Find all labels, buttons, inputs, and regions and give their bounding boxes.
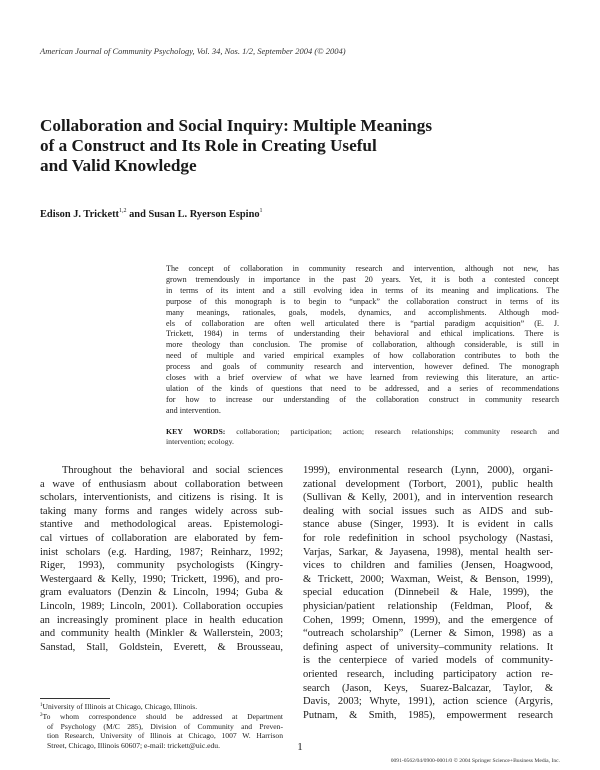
body-line: a wave of enthusiasm about collaboration between: [40, 478, 283, 490]
abstract-line: closes with a brief overview of what we have learned from reviewing this literature, an artic-: [166, 373, 559, 383]
author-name: Edison J. Trickett: [40, 209, 119, 220]
copyright-line: 0091-0562/04/0900-0001/0 © 2004 Springer Science+Business Media, Inc.: [390, 758, 560, 764]
author-list: [40, 208, 263, 220]
abstract-line: The concept of collaboration in community research and intervention, although not new, has: [166, 264, 559, 273]
abstract-line: Trickett, 1984) in terms of understanding their behavioral and ethical implications. There is: [166, 329, 559, 339]
body-line: and community health (Minkler & Wallerstein, 2003;: [40, 628, 283, 640]
keywords-line: [166, 427, 559, 437]
body-line: stance abuse (Singer, 1993). It is evident in calls: [303, 519, 553, 531]
keywords-label: KEY WORDS:: [166, 427, 226, 436]
body-line: cal virtues of collaboration are elaborated by fem-: [40, 532, 283, 544]
footnote-text: To whom correspondence should be addressed at Department: [42, 712, 283, 722]
body-line: Westergaard & Kelly, 1990; Trickett, 1996), and pro-: [40, 573, 283, 585]
body-line: & Trickett, 2000; Waxman, Weist, & Benson, 1999),: [303, 573, 553, 585]
body-line: physician/patient relationship (Feldman, Ploof, &: [303, 600, 553, 612]
abstract-line: more theology than conclusion. The promise of collaboration, although considerable, is still in: [166, 340, 559, 350]
body-line: gram evaluators (Denzin & Lincoln, 1994; Guba &: [40, 587, 283, 599]
footnote-marker: 1: [40, 703, 43, 708]
abstract-line: and intervention.: [166, 405, 221, 415]
abstract: [166, 264, 559, 417]
body-line: vices to children and families (Jensen, Hoagwood,: [303, 560, 553, 572]
abstract-line: need of multiple and varied empirical examples of how collaboration contributes to both the: [166, 351, 559, 361]
abstract-line: process and goals of community research and intervention, however defined. The monograph: [166, 362, 559, 372]
abstract-line: els of collaboration are often well articulated there is “partial paradigm acquisition” (E. J.: [166, 318, 559, 328]
footnote-text: University of Illinois at Chicago, Chicago, Illinois.: [42, 702, 198, 711]
abstract-line: many meanings, rationales, goals, models, dynamics, and accomplishments. Although mod-: [166, 307, 559, 317]
abstract-line: grown tremendously in importance in the past 20 years. Yet, it is both a contested concept: [166, 274, 559, 284]
journal-header: American Journal of Community Psychology, Vol. 34, Nos. 1/2, September 2004 (© 2004): [40, 46, 346, 56]
keywords: [166, 427, 559, 447]
title-line: and Valid Knowledge: [40, 156, 197, 175]
footnote-1: [40, 701, 283, 711]
footnote-divider: [40, 698, 110, 699]
keywords-text: collaboration; participation; action; research relationships; community research and: [225, 427, 559, 436]
body-line: (Sullivan & Kelly, 2001), and in intervention research: [303, 492, 553, 504]
body-line: an increasingly prominent place in health education: [40, 614, 283, 626]
page-number: 1: [297, 741, 303, 753]
body-line: Throughout the behavioral and social sciences: [62, 465, 283, 476]
affiliation-marker: 1,2: [119, 208, 127, 214]
body-line: Cohen, 1999; Omenn, 1999), and the emergence of: [303, 614, 553, 626]
author-conjunction: and: [126, 209, 149, 220]
keywords-line: intervention; ecology.: [166, 437, 234, 446]
body-line: oriented research, including participatory action re-: [303, 668, 553, 680]
footnotes: [40, 701, 283, 750]
footnote-marker: 2: [40, 713, 43, 719]
author-name: Susan L. Ryerson Espino: [148, 209, 260, 220]
footnote-2-line: [40, 711, 283, 721]
body-line: dealing with social issues such as AIDS and sub-: [303, 505, 553, 517]
footnote-2-line: tion Research, University of Illinois at Chicago, 1007 W. Harrison: [47, 731, 283, 741]
abstract-line: ulation of the kinds of questions that need to be addressed, and a series of recommendations: [166, 383, 559, 393]
body-line: special education (Dinnebeil & Hale, 1999), the: [303, 587, 553, 599]
body-column-left: [40, 464, 283, 654]
footnote-2-line: of Psychology (M/C 285), Division of Community and Preven-: [47, 721, 283, 731]
body-line: Putnam, & Smith, 1985), empowerment research: [303, 709, 553, 721]
abstract-line: for how to increase our understanding of the collaboration construct in community research: [166, 394, 559, 404]
body-line: defining aspect of university–community relations. It: [303, 641, 553, 653]
body-line: Lincoln, 1989; Lincoln, 2001). Collaboration occupies: [40, 600, 283, 612]
title-line: Collaboration and Social Inquiry: Multiple Meanings: [40, 116, 433, 135]
title-line: of a Construct and Its Role in Creating Useful: [40, 136, 377, 155]
body-line: for role redefinition in school psychology (Nastasi,: [303, 532, 553, 544]
body-line: zational development (Torbort, 2001), public health: [303, 478, 553, 490]
body-line: taking many forms and ranges widely across sub-: [40, 505, 283, 517]
abstract-line: in terms of its intent and a still evolving idea in terms of its meaning and implications. The: [166, 285, 559, 295]
body-line: inist scholars (e.g. Harding, 1987; Reinharz, 1992;: [40, 546, 283, 558]
body-line: scholars, interventionists, and citizens is rising. It is: [40, 492, 283, 504]
body-line: Riger, 1993), community psychologists (Kingry-: [40, 560, 283, 572]
body-line: 1999), environmental research (Lynn, 2000), organi-: [303, 465, 553, 476]
abstract-line: purpose of this monograph is to begin to “unpack” the collaboration construct in terms of its: [166, 296, 559, 306]
body-line: Davis, 2003; Whyte, 1991), action science (Argyris,: [303, 696, 553, 708]
footnote-2-line: Street, Chicago, Illinois 60607; e-mail: trickett@uic.edu.: [47, 740, 220, 750]
body-line: “outreach scholarship” (Lerner & Simon, 1998) as a: [303, 628, 553, 640]
body-line: search (Jason, Keys, Suarez-Balcazar, Taylor, &: [303, 682, 553, 694]
body-line: Sanstad, Stall, Goldstein, Everett, & Brousseau,: [40, 641, 283, 653]
body-line: is the centerpiece of varied models of community-: [303, 655, 553, 667]
body-line: stantive and methodological areas. Epistemologi-: [40, 519, 283, 531]
body-line: Varjas, Sarkar, & Jayasena, 1998), mental health ser-: [303, 546, 553, 558]
article-title: [40, 116, 480, 176]
affiliation-marker: 1: [259, 208, 263, 214]
body-column-right: [303, 464, 553, 722]
